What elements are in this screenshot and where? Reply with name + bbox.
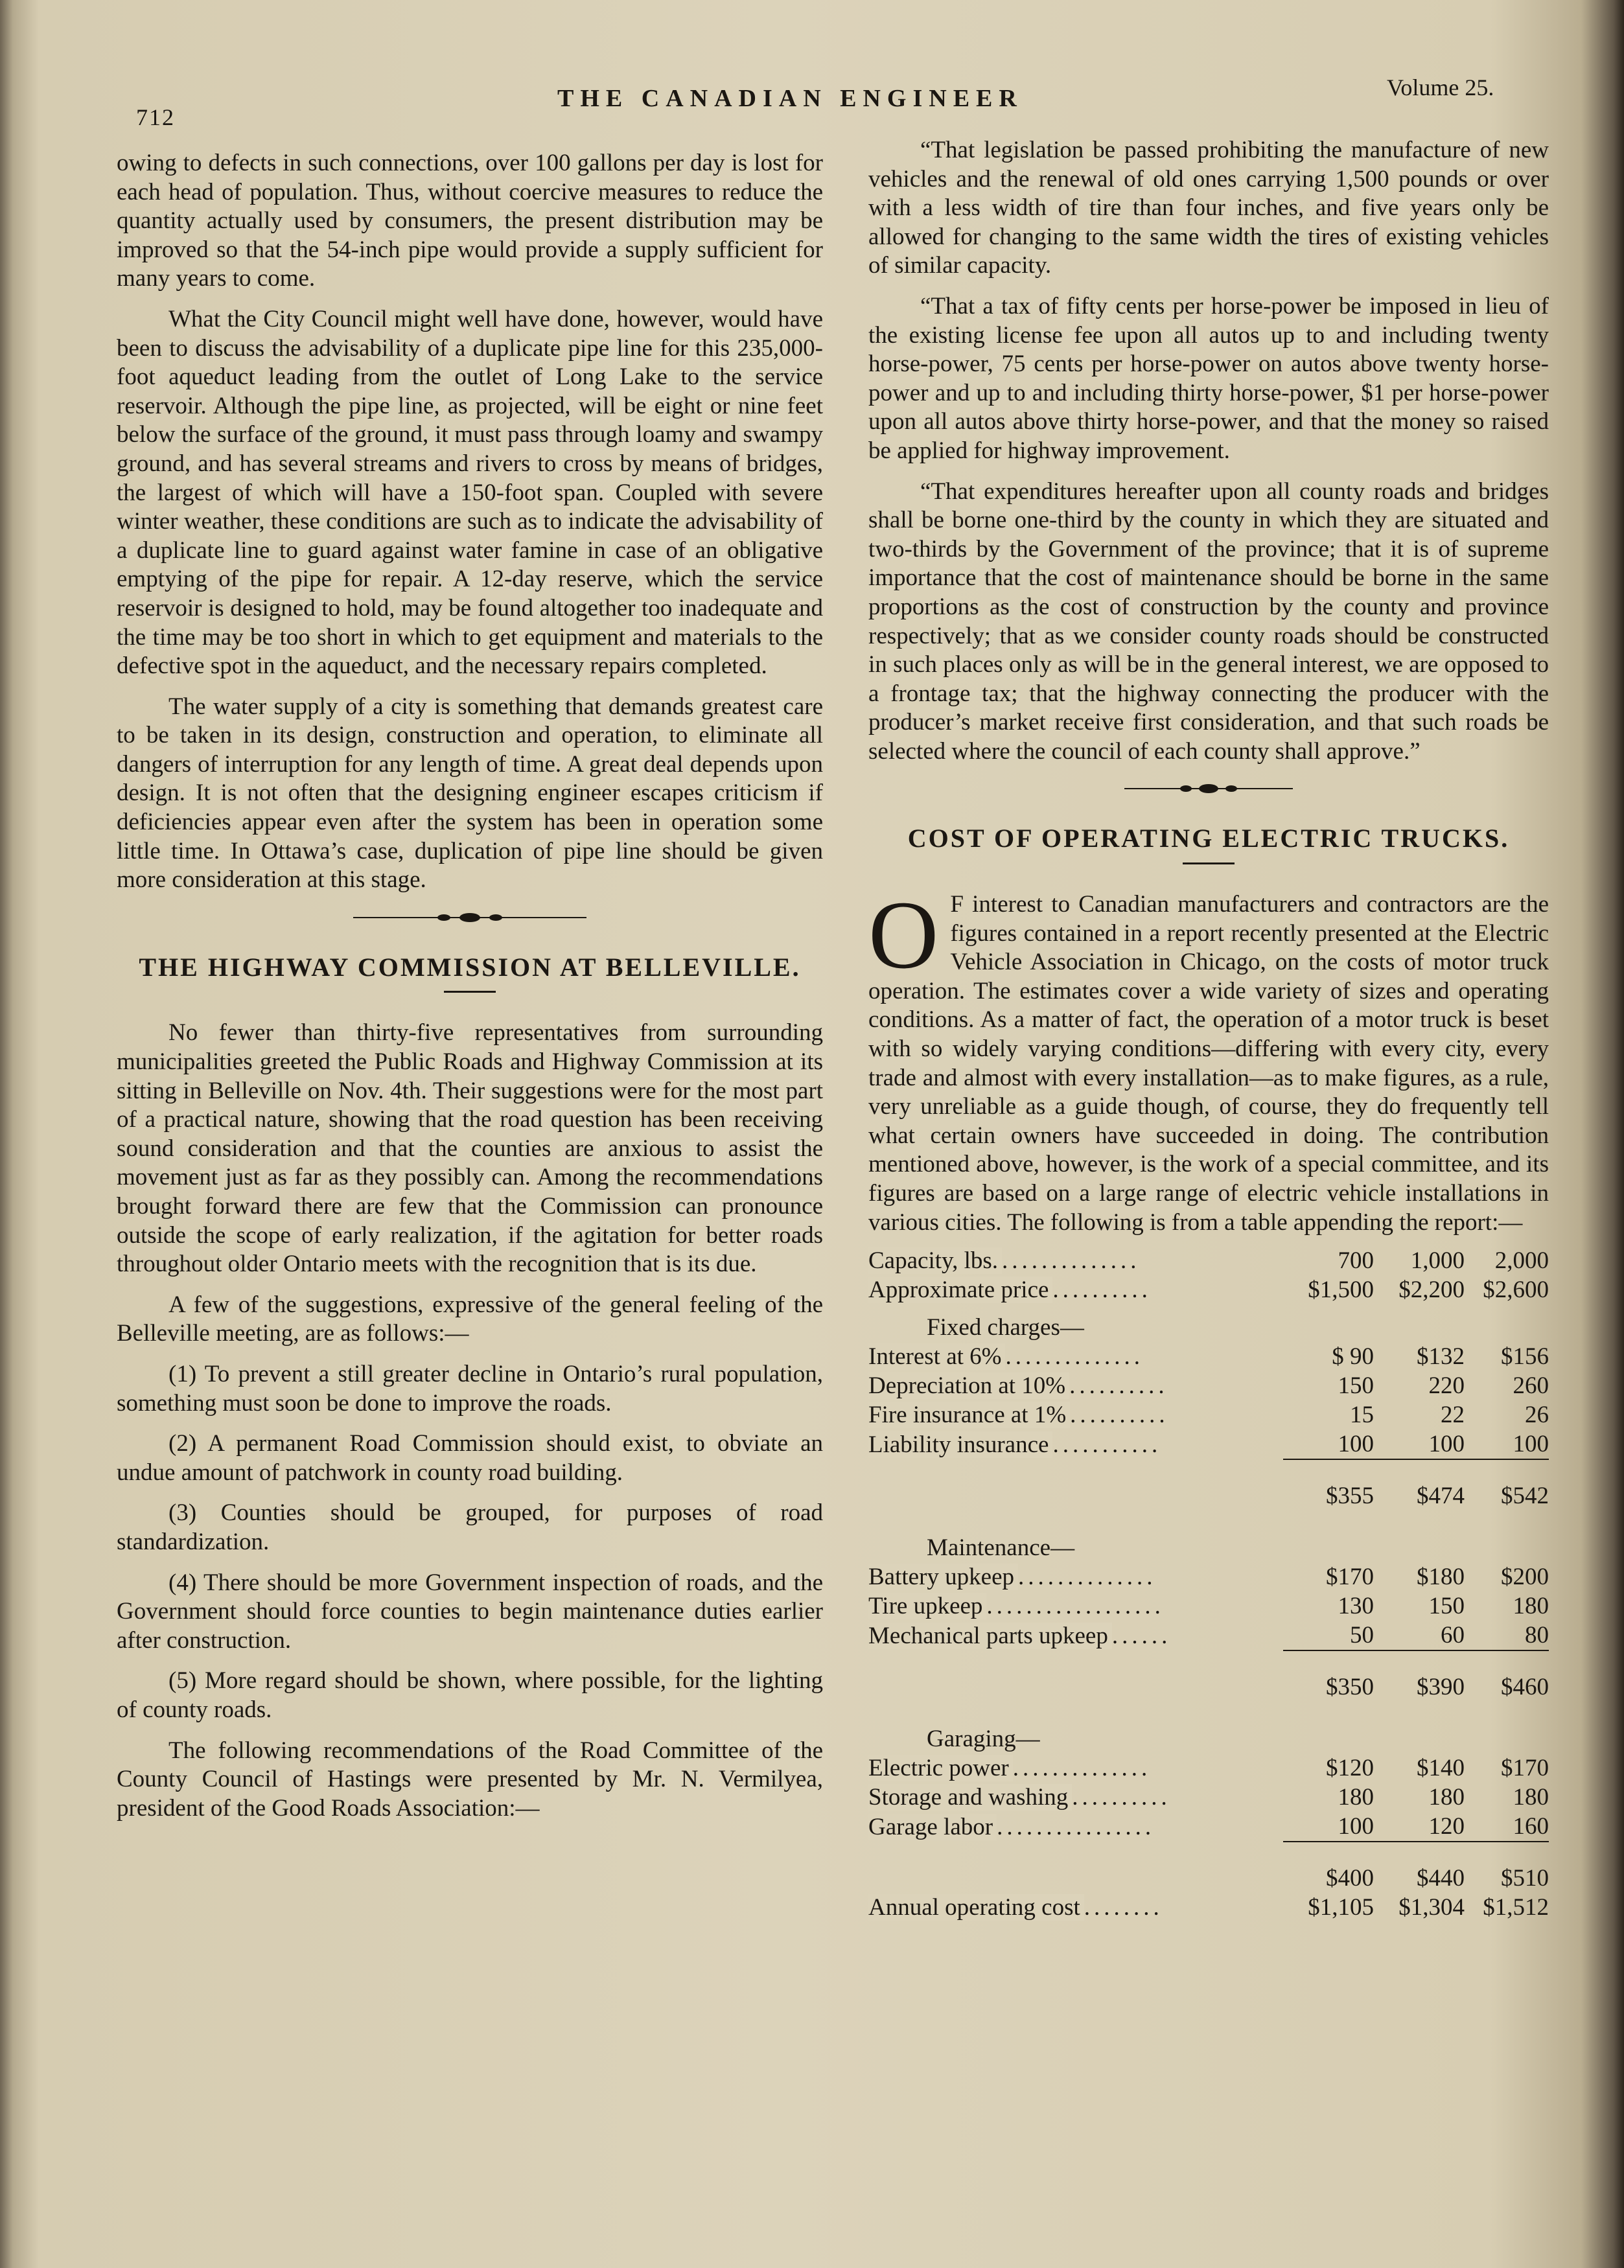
subtotal-row bbox=[868, 1660, 1549, 1702]
page-number: 712 bbox=[136, 104, 175, 130]
row-label: Electric power bbox=[868, 1755, 1013, 1781]
row-label: Storage and washing bbox=[868, 1784, 1072, 1811]
table-cell: $132 bbox=[1417, 1343, 1465, 1370]
table-cell: 150 bbox=[1428, 1592, 1465, 1619]
row-label: Battery upkeep bbox=[868, 1564, 1018, 1590]
paragraph: A few of the suggestions, expressive of the general feeling of the Belleville meeting, are as follows:— bbox=[117, 1291, 823, 1347]
table-group-heading: Fixed charges— bbox=[927, 1313, 1084, 1341]
table-cell: $ 90 bbox=[1332, 1343, 1374, 1370]
paragraph: (3) Counties should be grouped, for purposes of road standardization. bbox=[117, 1499, 823, 1555]
cost-table bbox=[868, 1246, 1549, 1922]
table-cell: $170 bbox=[1501, 1754, 1549, 1781]
table-cell: $440 bbox=[1417, 1864, 1465, 1892]
table-cell: 150 bbox=[1338, 1372, 1374, 1399]
paragraph: “That a tax of fifty cents per horse-power be imposed in lieu of the existing license fee upon all autos up to and including twenty horse-power, 75 cents per horse-power on autos above twenty horse-power and up to and including thirty horse-power, $1 per horse-power upon all autos above thirty horse-power, and that the money so raised be applied for highway improvement. bbox=[868, 292, 1549, 464]
journal-title: THE CANADIAN ENGINEER bbox=[557, 85, 1023, 112]
row-label: Liability insurance bbox=[868, 1431, 1052, 1458]
table-cell: $400 bbox=[1326, 1864, 1374, 1892]
ornament-divider-icon bbox=[353, 911, 586, 924]
subtotal-row bbox=[868, 1851, 1549, 1893]
table-cell: $200 bbox=[1501, 1563, 1549, 1590]
section-heading-trucks: COST OF OPERATING ELECTRIC TRUCKS. bbox=[907, 824, 1510, 853]
table-cell: $2,200 bbox=[1398, 1276, 1465, 1303]
table-cell: 26 bbox=[1525, 1401, 1549, 1428]
row-label: Tire upkeep bbox=[868, 1593, 986, 1619]
table-cell: $390 bbox=[1417, 1673, 1465, 1700]
table-cell: $1,500 bbox=[1308, 1276, 1374, 1303]
left-column bbox=[117, 149, 823, 1823]
row-label: Interest at 6% bbox=[868, 1343, 1005, 1370]
row-label: Fire insurance at 1% bbox=[868, 1402, 1070, 1428]
table-cell: 180 bbox=[1428, 1783, 1465, 1811]
ornamental-rule bbox=[117, 908, 823, 927]
paragraph: F interest to Canadian manufacturers and contractors are the figures contained in a report recently presented at the Electric Vehicle Association in Chicago, on the costs of motor truck operation. The estimates cover a wide variety of sizes and operating conditions. As a matter of fact, the operation of a motor truck is beset with so widely varying conditions—differing with every city, every trade and almost with every installation—as to make figures, as a rule, very unreliable as a guide though, of course, they do frequently tell what certain owners have succeeded in doing. The contribution mentioned above, however, is the work of a special committee, and its figures are based on a large range of electric vehicle installations in various cities. The following is from a table appending the report:— bbox=[868, 891, 1549, 1236]
table-cell: 100 bbox=[1428, 1430, 1465, 1457]
table-cell: 100 bbox=[1338, 1812, 1374, 1840]
table-row: Approximate price .......... $1,500 $2,200 $2,600 bbox=[868, 1275, 1549, 1304]
table-cell: 60 bbox=[1441, 1621, 1465, 1649]
table-cell: $156 bbox=[1501, 1343, 1549, 1370]
table-cell: 220 bbox=[1428, 1372, 1465, 1399]
table-cell: $2,600 bbox=[1483, 1276, 1549, 1303]
paragraph: (2) A permanent Road Commission should exist, to obviate an undue amount of patchwork in county road building. bbox=[117, 1430, 823, 1486]
table-cell: $140 bbox=[1417, 1754, 1465, 1781]
running-header bbox=[0, 65, 1624, 130]
table-cell: 120 bbox=[1428, 1812, 1465, 1840]
ornamental-rule bbox=[868, 779, 1549, 798]
subtotal-row bbox=[868, 1469, 1549, 1510]
table-cell: 50 bbox=[1350, 1621, 1374, 1649]
paragraph: What the City Council might well have done, however, would have been to discuss the advisability of a duplicate pipe line for this 235,000-foot aqueduct leading from the outlet of Long Lake to the service reservoir. Although the pipe line, as projected, will be eight or nine feet below the surface of the ground, it must pass through loamy and swampy ground, and has several streams and rivers to cross by means of bridges, the largest of which will have a 150-foot span. Coupled with severe winter weather, these conditions are such as to indicate the advisability of a duplicate line to guard against water famine in case of an obligative emptying of the pipe for repair. A 12-day reserve, which the service reservoir is designed to hold, may be found altogether too inadequate and the time may be too short in which to get equipment and materials to the defective spot in the aqueduct, and the necessary repairs completed. bbox=[117, 305, 823, 680]
paragraph: No fewer than thirty-five representatives from surrounding municipalities greeted the Public Roads and Highway Commission at its sitting in Belleville on Nov. 4th. Their suggestions were for the most part of a practical nature, showing that the road question has been receiving sound consideration and that the counties are anxious to assist the movement just as far as they possibly can. Among the recommendations brought forward there are few that the Commission can pronounce outside the scope of early realization, if the agitation for better roads throughout older Ontario meets with the recognition that is its due. bbox=[117, 1019, 823, 1278]
section-heading-highway: THE HIGHWAY COMMISSION AT BELLEVILLE. bbox=[139, 952, 801, 982]
row-label: Approximate price bbox=[868, 1277, 1052, 1303]
sum-rule bbox=[868, 1459, 1549, 1469]
table-group-heading: Maintenance— bbox=[927, 1534, 1075, 1561]
table-row: Garage labor ................ 100 120 160 bbox=[868, 1812, 1549, 1842]
drop-cap: O bbox=[868, 881, 939, 989]
table-cell: $474 bbox=[1417, 1482, 1465, 1509]
table-cell: $460 bbox=[1501, 1673, 1549, 1700]
table-row: Mechanical parts upkeep ...... 50 60 80 bbox=[868, 1621, 1549, 1650]
sum-rule bbox=[868, 1842, 1549, 1851]
paragraph: (1) To prevent a still greater decline in Ontario’s rural population, something must soon be done to improve the roads. bbox=[117, 1360, 823, 1417]
table-row: Capacity, lbs. .............. 700 1,000 2,000 bbox=[868, 1246, 1549, 1275]
paragraph: “That legislation be passed prohibiting the manufacture of new vehicles and the renewal of old ones carrying 1,500 pounds or over with a less width of tire than four inches, and five years only be allowed for changing to the same width the tires of existing vehicles of similar capacity. bbox=[868, 137, 1549, 279]
volume-label: Volume 25. bbox=[1387, 75, 1494, 100]
table-row: Electric power .............. $120 $140 $170 bbox=[868, 1753, 1549, 1783]
table-cell: $1,512 bbox=[1483, 1893, 1549, 1921]
heading-rule bbox=[1183, 862, 1235, 864]
paragraph: (4) There should be more Government inspection of roads, and the Government should force counties to begin maintenance duties earlier after construction. bbox=[117, 1569, 823, 1654]
table-cell: 180 bbox=[1513, 1783, 1549, 1811]
table-cell: $1,105 bbox=[1308, 1893, 1374, 1921]
table-cell: $510 bbox=[1501, 1864, 1549, 1892]
table-cell: 22 bbox=[1441, 1401, 1465, 1428]
table-cell: 260 bbox=[1513, 1372, 1549, 1399]
right-column bbox=[868, 136, 1549, 1922]
table-row: Fire insurance at 1% .......... 15 22 26 bbox=[868, 1400, 1549, 1429]
table-cell: 700 bbox=[1338, 1247, 1374, 1274]
table-cell: 180 bbox=[1338, 1783, 1374, 1811]
table-cell: $170 bbox=[1326, 1563, 1374, 1590]
table-cell: $350 bbox=[1326, 1673, 1374, 1700]
table-cell: 180 bbox=[1513, 1592, 1549, 1619]
table-cell: $1,304 bbox=[1398, 1893, 1465, 1921]
paragraph: “That expenditures hereafter upon all county roads and bridges shall be borne one-third by the county in which they are situated and two-thirds by the Government of the province; that it is of supreme importance that the cost of maintenance should be borne in the same proportions as the cost of construction by the county and province respectively; that as we consider county roads should be constructed in such places only as will be in the general interest, we are opposed to a frontage tax; that the highway connecting the producer with the producer’s market receive first consideration, and that such roads be selected where the council of each county shall approve.” bbox=[868, 478, 1549, 765]
table-cell: 130 bbox=[1338, 1592, 1374, 1619]
table-cell: 160 bbox=[1513, 1812, 1549, 1840]
table-cell: $355 bbox=[1326, 1482, 1374, 1509]
table-cell: 100 bbox=[1338, 1430, 1374, 1457]
table-cell: 80 bbox=[1525, 1621, 1549, 1649]
table-cell: 100 bbox=[1513, 1430, 1549, 1457]
table-row: Battery upkeep .............. $170 $180 $200 bbox=[868, 1562, 1549, 1591]
table-row: Tire upkeep .................. 130 150 180 bbox=[868, 1591, 1549, 1621]
paragraph: (5) More regard should be shown, where possible, for the lighting of county roads. bbox=[117, 1667, 823, 1723]
intro-block bbox=[868, 881, 1549, 1237]
row-label: Garage labor bbox=[868, 1814, 997, 1840]
row-label: Mechanical parts upkeep bbox=[868, 1623, 1112, 1649]
table-cell: $542 bbox=[1501, 1482, 1549, 1509]
table-row: Depreciation at 10% .......... 150 220 260 bbox=[868, 1371, 1549, 1400]
ornament-divider-icon bbox=[1124, 782, 1293, 795]
row-label: Annual operating cost bbox=[868, 1894, 1084, 1921]
row-label: Capacity, lbs. bbox=[868, 1247, 1002, 1274]
paragraph: owing to defects in such connections, over 100 gallons per day is lost for each head of population. Thus, without coercive measures to reduce the quantity actually used by consumers, the present distribution may be improved so that the 54-inch pipe would provide a supply sufficient for many years to come. bbox=[117, 150, 823, 292]
paragraph: The following recommendations of the Road Committee of the County Council of Hastings were presented by Mr. N. Vermilyea, president of the Good Roads Association:— bbox=[117, 1737, 823, 1822]
sum-rule bbox=[868, 1650, 1549, 1660]
table-row-annual-total: Annual operating cost ........ $1,105 $1,304 $1,512 bbox=[868, 1893, 1549, 1922]
table-group-heading: Garaging— bbox=[927, 1725, 1040, 1752]
table-cell: $180 bbox=[1417, 1563, 1465, 1590]
table-cell: 1,000 bbox=[1410, 1247, 1465, 1274]
row-label: Depreciation at 10% bbox=[868, 1372, 1069, 1399]
table-row: Liability insurance ........... 100 100 100 bbox=[868, 1429, 1549, 1459]
table-row: Interest at 6% .............. $ 90 $132 $156 bbox=[868, 1342, 1549, 1371]
table-cell: 15 bbox=[1350, 1401, 1374, 1428]
table-cell: $120 bbox=[1326, 1754, 1374, 1781]
paragraph: The water supply of a city is something that demands greatest care to be taken in its design, construction and operation, to eliminate all dangers of interruption for any length of time. A great deal depends upon design. It is not often that the designing engineer escapes criticism if deficiencies appear even after the system has been in operation some little time. In Ottawa’s case, duplication of pipe line should be given more consideration at this stage. bbox=[117, 693, 823, 894]
table-row: Storage and washing .......... 180 180 180 bbox=[868, 1783, 1549, 1812]
table-cell: 2,000 bbox=[1494, 1247, 1549, 1274]
heading-rule bbox=[444, 991, 496, 993]
